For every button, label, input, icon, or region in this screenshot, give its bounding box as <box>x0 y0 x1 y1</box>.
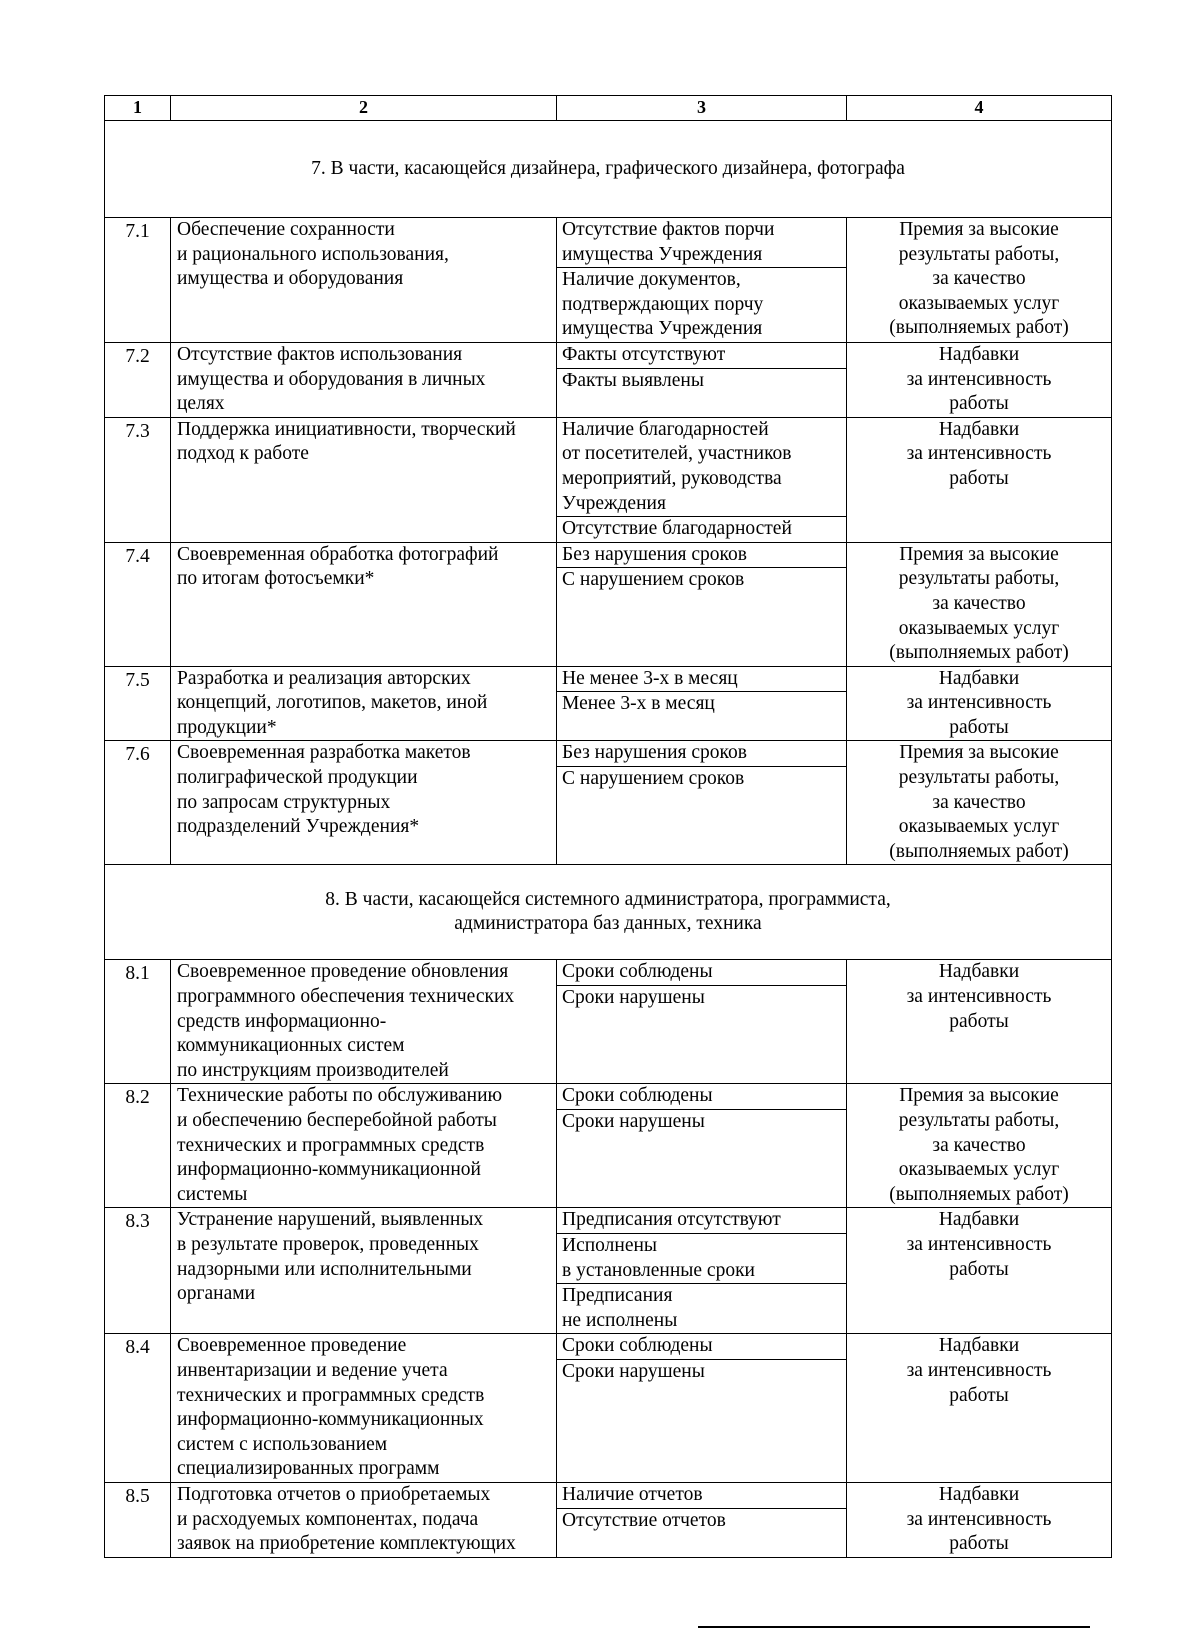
payment-line: работы <box>949 1384 1009 1406</box>
criterion <box>557 218 846 268</box>
indicator-line: информационно-коммуникационных <box>177 1409 484 1431</box>
payment-line: работы <box>949 1258 1009 1280</box>
payment-type <box>847 342 1112 417</box>
payment-line: оказываемых услуг <box>898 292 1060 314</box>
criteria-cell <box>557 1208 847 1334</box>
criterion-line: Отсутствие благодарностей <box>562 518 792 540</box>
criterion <box>557 1483 846 1509</box>
payment-line: за интенсивность <box>906 1359 1052 1381</box>
section-title <box>105 121 1112 218</box>
criterion-line: не исполнены <box>562 1309 678 1331</box>
indicator-line: специализированных программ <box>177 1458 440 1480</box>
indicator-line: и расходуемых компонентах, подача <box>177 1508 479 1530</box>
indicator-line: имущества и оборудования в личных <box>177 368 486 390</box>
indicator-line: технических и программных средств <box>177 1134 485 1156</box>
indicator-line: продукции* <box>177 716 277 738</box>
criterion-line: в установленные сроки <box>562 1259 755 1281</box>
criterion-line: Без нарушения сроков <box>562 742 747 764</box>
criterion <box>557 517 846 542</box>
criterion-line: Исполнены <box>562 1234 658 1256</box>
section-title-line: 8. В части, касающейся системного администратора, программиста, <box>325 888 891 910</box>
payment-line: за качество <box>932 1134 1026 1156</box>
criteria-cell <box>557 342 847 417</box>
criteria-cell <box>557 417 847 542</box>
criterion <box>557 1110 846 1135</box>
criterion-line: Отсутствие отчетов <box>562 1509 726 1531</box>
payment-line: за интенсивность <box>906 692 1052 714</box>
payment-line: работы <box>949 393 1009 415</box>
indicator-name <box>171 542 557 666</box>
indicator-line: Обеспечение сохранности <box>177 219 395 240</box>
criterion-line: от посетителей, участников <box>562 443 792 465</box>
payment-line: результаты работы, <box>898 243 1060 265</box>
payment-type <box>847 417 1112 542</box>
indicator-line: Разработка и реализация авторских <box>177 667 471 689</box>
criterion-line: Наличие отчетов <box>562 1483 703 1505</box>
criterion-line: Наличие документов, <box>562 269 741 291</box>
payment-line: Надбавки <box>938 418 1020 440</box>
table-body <box>105 96 1112 1558</box>
header-col-2: 2 <box>171 96 557 121</box>
table-row <box>105 342 1112 417</box>
criterion-line: Сроки соблюдены <box>562 1335 713 1357</box>
payment-line: за качество <box>932 592 1026 614</box>
bottom-rule <box>698 1626 1090 1628</box>
payment-line: Надбавки <box>938 343 1020 365</box>
row-number: 8.1 <box>105 960 171 1084</box>
criterion <box>557 369 846 394</box>
indicator-line: инвентаризации и ведение учета <box>177 1359 448 1381</box>
indicator-line: и обеспечению бесперебойной работы <box>177 1110 497 1131</box>
indicator-line: систем с использованием <box>177 1433 388 1455</box>
indicator-line: Устранение нарушений, выявленных <box>177 1209 484 1231</box>
payment-type <box>847 666 1112 741</box>
header-row <box>105 96 1112 121</box>
indicator-line: Технические работы по обслуживанию <box>177 1085 503 1107</box>
criterion-line: С нарушением сроков <box>562 569 745 591</box>
row-number: 8.4 <box>105 1334 171 1483</box>
payment-line: результаты работы, <box>898 568 1060 590</box>
header-col-1: 1 <box>105 96 171 121</box>
payment-line: Премия за высокие <box>899 219 1059 240</box>
indicator-line: Своевременная разработка макетов <box>177 742 471 764</box>
criterion <box>557 767 846 792</box>
criterion <box>557 418 846 517</box>
payment-line: Надбавки <box>938 961 1020 983</box>
table-row <box>105 1084 1112 1208</box>
section-title-line: администратора баз данных, техника <box>454 913 762 935</box>
indicator-line: органами <box>177 1283 256 1305</box>
payment-line: за интенсивность <box>906 986 1052 1008</box>
criterion <box>557 741 846 767</box>
criterion <box>557 692 846 717</box>
criterion-line: Сроки нарушены <box>562 987 705 1009</box>
row-number: 8.5 <box>105 1482 171 1557</box>
criterion-line: мероприятий, руководства <box>562 467 782 489</box>
row-number: 7.4 <box>105 542 171 666</box>
payment-type <box>847 1208 1112 1334</box>
payment-type <box>847 741 1112 865</box>
payment-line: Премия за высокие <box>899 543 1059 565</box>
payment-line: Надбавки <box>938 667 1020 689</box>
criteria-cell <box>557 741 847 865</box>
criterion <box>557 1360 846 1385</box>
criterion-line: имущества Учреждения <box>562 243 763 265</box>
row-number: 7.1 <box>105 218 171 343</box>
indicator-line: Своевременное проведение обновления <box>177 961 509 983</box>
criteria-cell <box>557 960 847 1084</box>
indicator-line: по инструкциям производителей <box>177 1059 449 1081</box>
criterion <box>557 1334 846 1360</box>
row-number: 7.6 <box>105 741 171 865</box>
payment-line: (выполняемых работ) <box>889 642 1069 664</box>
criteria-cell <box>557 666 847 741</box>
indicator-line: информационно-коммуникационной <box>177 1159 481 1181</box>
indicator-name <box>171 218 557 343</box>
payment-line: за интенсивность <box>906 368 1052 390</box>
criterion-line: подтверждающих порчу <box>562 293 764 315</box>
payment-line: Премия за высокие <box>899 1085 1059 1107</box>
payment-line: оказываемых услуг <box>898 816 1060 838</box>
payment-line: за качество <box>932 268 1026 290</box>
header-col-4: 4 <box>847 96 1112 121</box>
indicator-line: технических и программных средств <box>177 1384 485 1406</box>
indicator-line: системы <box>177 1183 248 1205</box>
payment-line: работы <box>949 467 1009 489</box>
indicator-line: концепций, логотипов, макетов, иной <box>177 692 488 714</box>
criteria-cell <box>557 1334 847 1483</box>
table-row <box>105 542 1112 666</box>
payment-line: оказываемых услуг <box>898 1159 1060 1181</box>
table-row <box>105 417 1112 542</box>
indicator-line: Поддержка инициативности, творческий <box>177 418 516 440</box>
table-row <box>105 960 1112 1084</box>
table-row <box>105 741 1112 865</box>
payment-line: работы <box>949 716 1009 738</box>
table-row <box>105 1482 1112 1557</box>
indicator-name <box>171 1208 557 1334</box>
payment-line: Надбавки <box>938 1483 1020 1505</box>
table-row <box>105 218 1112 343</box>
criterion <box>557 568 846 593</box>
payment-line: за интенсивность <box>906 443 1052 465</box>
criterion-line: Не менее 3-х в месяц <box>562 667 738 689</box>
table-row <box>105 1334 1112 1483</box>
indicator-line: по итогам фотосъемки* <box>177 568 375 590</box>
indicator-line: средств информационно- <box>177 1010 387 1032</box>
criterion <box>557 1234 846 1284</box>
indicator-line: в результате проверок, проведенных <box>177 1233 479 1255</box>
indicator-line: Подготовка отчетов о приобретаемых <box>177 1483 491 1505</box>
indicator-line: Отсутствие фактов использования <box>177 343 463 365</box>
criterion-line: Сроки нарушены <box>562 1111 705 1132</box>
indicator-line: подразделений Учреждения* <box>177 816 420 838</box>
criterion <box>557 1208 846 1234</box>
payment-line: работы <box>949 1533 1009 1555</box>
indicator-name <box>171 741 557 865</box>
table-row <box>105 666 1112 741</box>
payment-line: за интенсивность <box>906 1508 1052 1530</box>
row-number: 8.3 <box>105 1208 171 1334</box>
indicator-name <box>171 1084 557 1208</box>
criterion <box>557 1084 846 1110</box>
criteria-cell <box>557 1084 847 1208</box>
criterion <box>557 960 846 986</box>
payment-line: работы <box>949 1010 1009 1032</box>
criterion-line: Учреждения <box>562 492 666 514</box>
criterion-line: Сроки соблюдены <box>562 1085 713 1107</box>
criteria-cell <box>557 218 847 343</box>
criterion-line: С нарушением сроков <box>562 768 745 790</box>
payment-type <box>847 1084 1112 1208</box>
criteria-table <box>104 95 1112 1558</box>
table-row <box>105 1208 1112 1334</box>
indicator-line: подход к работе <box>177 443 309 465</box>
criterion <box>557 667 846 693</box>
indicator-name <box>171 1334 557 1483</box>
criterion <box>557 543 846 569</box>
criterion-line: Отсутствие фактов порчи <box>562 219 775 240</box>
payment-line: результаты работы, <box>898 1110 1060 1131</box>
payment-line: Надбавки <box>938 1335 1020 1357</box>
payment-line: (выполняемых работ) <box>889 317 1069 339</box>
indicator-line: целях <box>177 393 225 415</box>
row-number: 7.5 <box>105 666 171 741</box>
criterion-line: Менее 3-х в месяц <box>562 693 715 715</box>
indicator-line: Своевременная обработка фотографий <box>177 543 499 565</box>
criterion-line: Предписания <box>562 1285 673 1307</box>
criterion-line: Без нарушения сроков <box>562 543 747 565</box>
criterion-line: Предписания отсутствуют <box>562 1209 781 1231</box>
indicator-name <box>171 960 557 1084</box>
criterion <box>557 268 846 342</box>
criterion <box>557 1284 846 1333</box>
indicator-name <box>171 1482 557 1557</box>
indicator-name <box>171 417 557 542</box>
indicator-line: Своевременное проведение <box>177 1335 407 1357</box>
section-title-row <box>105 121 1112 218</box>
payment-line: Премия за высокие <box>899 742 1059 764</box>
criterion-line: Сроки нарушены <box>562 1360 705 1382</box>
criterion-line: Факты выявлены <box>562 369 704 391</box>
payment-type <box>847 960 1112 1084</box>
payment-line: (выполняемых работ) <box>889 840 1069 862</box>
criterion-line: имущества Учреждения <box>562 318 763 340</box>
row-number: 8.2 <box>105 1084 171 1208</box>
indicator-line: заявок на приобретение комплектующих <box>177 1533 516 1555</box>
payment-line: Надбавки <box>938 1209 1020 1231</box>
payment-type <box>847 1334 1112 1483</box>
section-title-line: 7. В части, касающейся дизайнера, графического дизайнера, фотографа <box>311 157 905 179</box>
criterion <box>557 1509 846 1534</box>
criterion-line: Наличие благодарностей <box>562 418 769 440</box>
payment-type <box>847 542 1112 666</box>
section-title <box>105 865 1112 960</box>
criteria-cell <box>557 542 847 666</box>
indicator-line: по запросам структурных <box>177 791 391 813</box>
indicator-line: программного обеспечения технических <box>177 986 515 1008</box>
payment-type <box>847 218 1112 343</box>
row-number: 7.2 <box>105 342 171 417</box>
indicator-line: имущества и оборудования <box>177 268 404 290</box>
indicator-line: полиграфической продукции <box>177 767 418 789</box>
criterion-line: Сроки соблюдены <box>562 961 713 983</box>
indicator-name <box>171 666 557 741</box>
header-col-3: 3 <box>557 96 847 121</box>
indicator-line: надзорными или исполнительными <box>177 1258 472 1280</box>
indicator-name <box>171 342 557 417</box>
payment-type <box>847 1482 1112 1557</box>
payment-line: оказываемых услуг <box>898 617 1060 639</box>
payment-line: (выполняемых работ) <box>889 1183 1069 1205</box>
indicator-line: коммуникационных систем <box>177 1035 405 1057</box>
criterion-line: Факты отсутствуют <box>562 343 726 365</box>
section-title-row <box>105 865 1112 960</box>
payment-line: результаты работы, <box>898 767 1060 789</box>
row-number: 7.3 <box>105 417 171 542</box>
criterion <box>557 986 846 1011</box>
criteria-cell <box>557 1482 847 1557</box>
payment-line: за интенсивность <box>906 1233 1052 1255</box>
payment-line: за качество <box>932 791 1026 813</box>
indicator-line: и рационального использования, <box>177 243 449 265</box>
criterion <box>557 343 846 369</box>
